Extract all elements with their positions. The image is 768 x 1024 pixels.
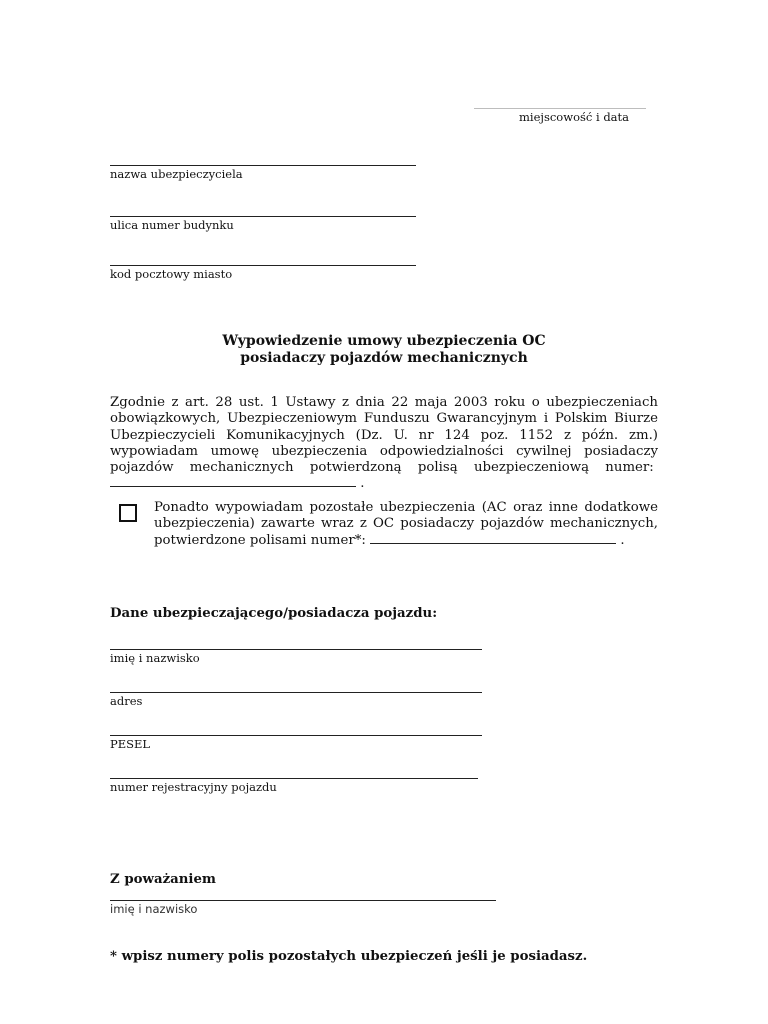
document-title-line-2: posiadaczy pojazdów mechanicznych <box>240 350 528 366</box>
holder-pesel-line[interactable] <box>110 735 482 736</box>
place-date-label: miejscowość i data <box>519 110 630 124</box>
vehicle-plate-label: numer rejestracyjny pojazdu <box>110 780 277 794</box>
other-insurances-checkbox[interactable] <box>119 504 137 522</box>
optional-paragraph <box>154 500 658 549</box>
holder-heading: Dane ubezpieczającego/posiadacza pojazdu: <box>110 606 438 621</box>
main-paragraph-end: . <box>360 476 365 492</box>
main-paragraph-text: Zgodnie z art. 28 ust. 1 Ustawy z dnia 22 maja 2003 roku o ubezpieczeniach obowiązkowych, Ubezpieczeniowym Funduszu Gwarancyjnym i Polskim Biurze Ubezpieczycieli Komunikacyjnych (Dz. U. nr 124 poz. 1152 z późn. zm.) wypowiadam umowę ubezpieczenia odpowiedzialności cywilnej posiadaczy pojazdów mechanicznych potwierdzoną polisą ubezpieczeniową numer: <box>110 395 658 476</box>
footnote: * wpisz numery polis pozostałych ubezpieczeń jeśli je posiadasz. <box>110 949 588 964</box>
signature-line[interactable] <box>110 900 496 901</box>
insurer-postal-line[interactable] <box>110 265 416 266</box>
insurer-street-line[interactable] <box>110 216 416 217</box>
document-title-line-1: Wypowiedzenie umowy ubezpieczenia OC <box>222 333 546 349</box>
holder-address-line[interactable] <box>110 692 482 693</box>
policy-number-field[interactable] <box>110 476 356 487</box>
holder-address-label: adres <box>110 694 143 708</box>
optional-paragraph-end: . <box>620 532 625 548</box>
place-date-line[interactable] <box>474 108 646 109</box>
insurer-name-line[interactable] <box>110 165 416 166</box>
holder-name-label: imię i nazwisko <box>110 651 200 665</box>
document-title <box>120 333 648 367</box>
other-policy-numbers-field[interactable] <box>370 533 616 544</box>
regards-text: Z poważaniem <box>110 872 216 887</box>
signature-label: imię i nazwisko <box>110 902 198 916</box>
insurer-street-label: ulica numer budynku <box>110 218 234 232</box>
optional-paragraph-text: Ponadto wypowiadam pozostałe ubezpieczenia (AC oraz inne dodatkowe ubezpieczenia) zawarte wraz z OC posiadaczy pojazdów mechanicznych, potwierdzone polisami numer*: <box>154 500 658 548</box>
holder-name-line[interactable] <box>110 649 482 650</box>
insurer-name-label: nazwa ubezpieczyciela <box>110 167 243 181</box>
main-paragraph <box>110 395 658 493</box>
insurer-postal-label: kod pocztowy miasto <box>110 267 233 281</box>
vehicle-plate-line[interactable] <box>110 778 478 779</box>
holder-pesel-label: PESEL <box>110 737 151 751</box>
